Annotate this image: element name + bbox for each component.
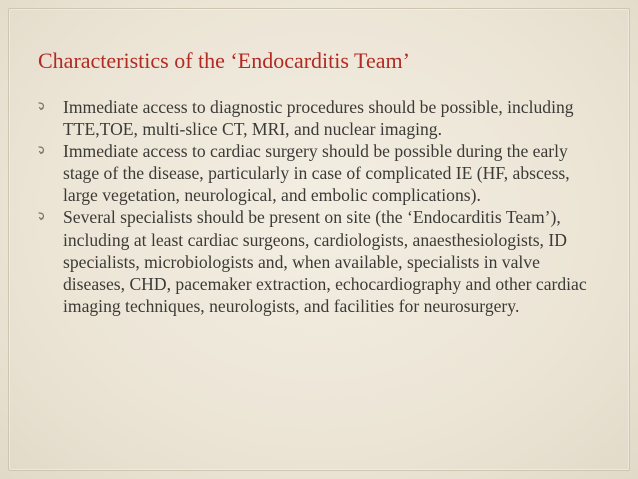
curl-arrow-icon — [36, 145, 48, 157]
curl-arrow-icon — [36, 101, 48, 113]
bullet-text: Immediate access to cardiac surgery should be possible during the early stage of the disease, particularly in case of complicated IE (HF, abscess, large vegetation, neurological, and embolic complications). — [63, 141, 570, 206]
bullet-list — [36, 96, 606, 317]
curl-arrow-icon — [36, 211, 48, 223]
bullet-item — [36, 206, 606, 316]
bullet-item — [36, 140, 606, 206]
bullet-text: Immediate access to diagnostic procedures should be possible, including TTE,TOE, multi-slice CT, MRI, and nuclear imaging. — [63, 97, 574, 140]
bullet-item — [36, 96, 606, 140]
bullet-text: Several specialists should be present on site (the ‘Endocarditis Team’), including at least cardiac surgeons, cardiologists, anaesthesiologists, ID specialists, microbiologists and, when available, specialists in valve diseases, CHD, pacemaker extraction, echocardiography and other cardiac imaging techniques, neurologists, and facilities for neurosurgery. — [63, 207, 587, 316]
slide-title: Characteristics of the ‘Endocarditis Team’ — [38, 48, 410, 73]
